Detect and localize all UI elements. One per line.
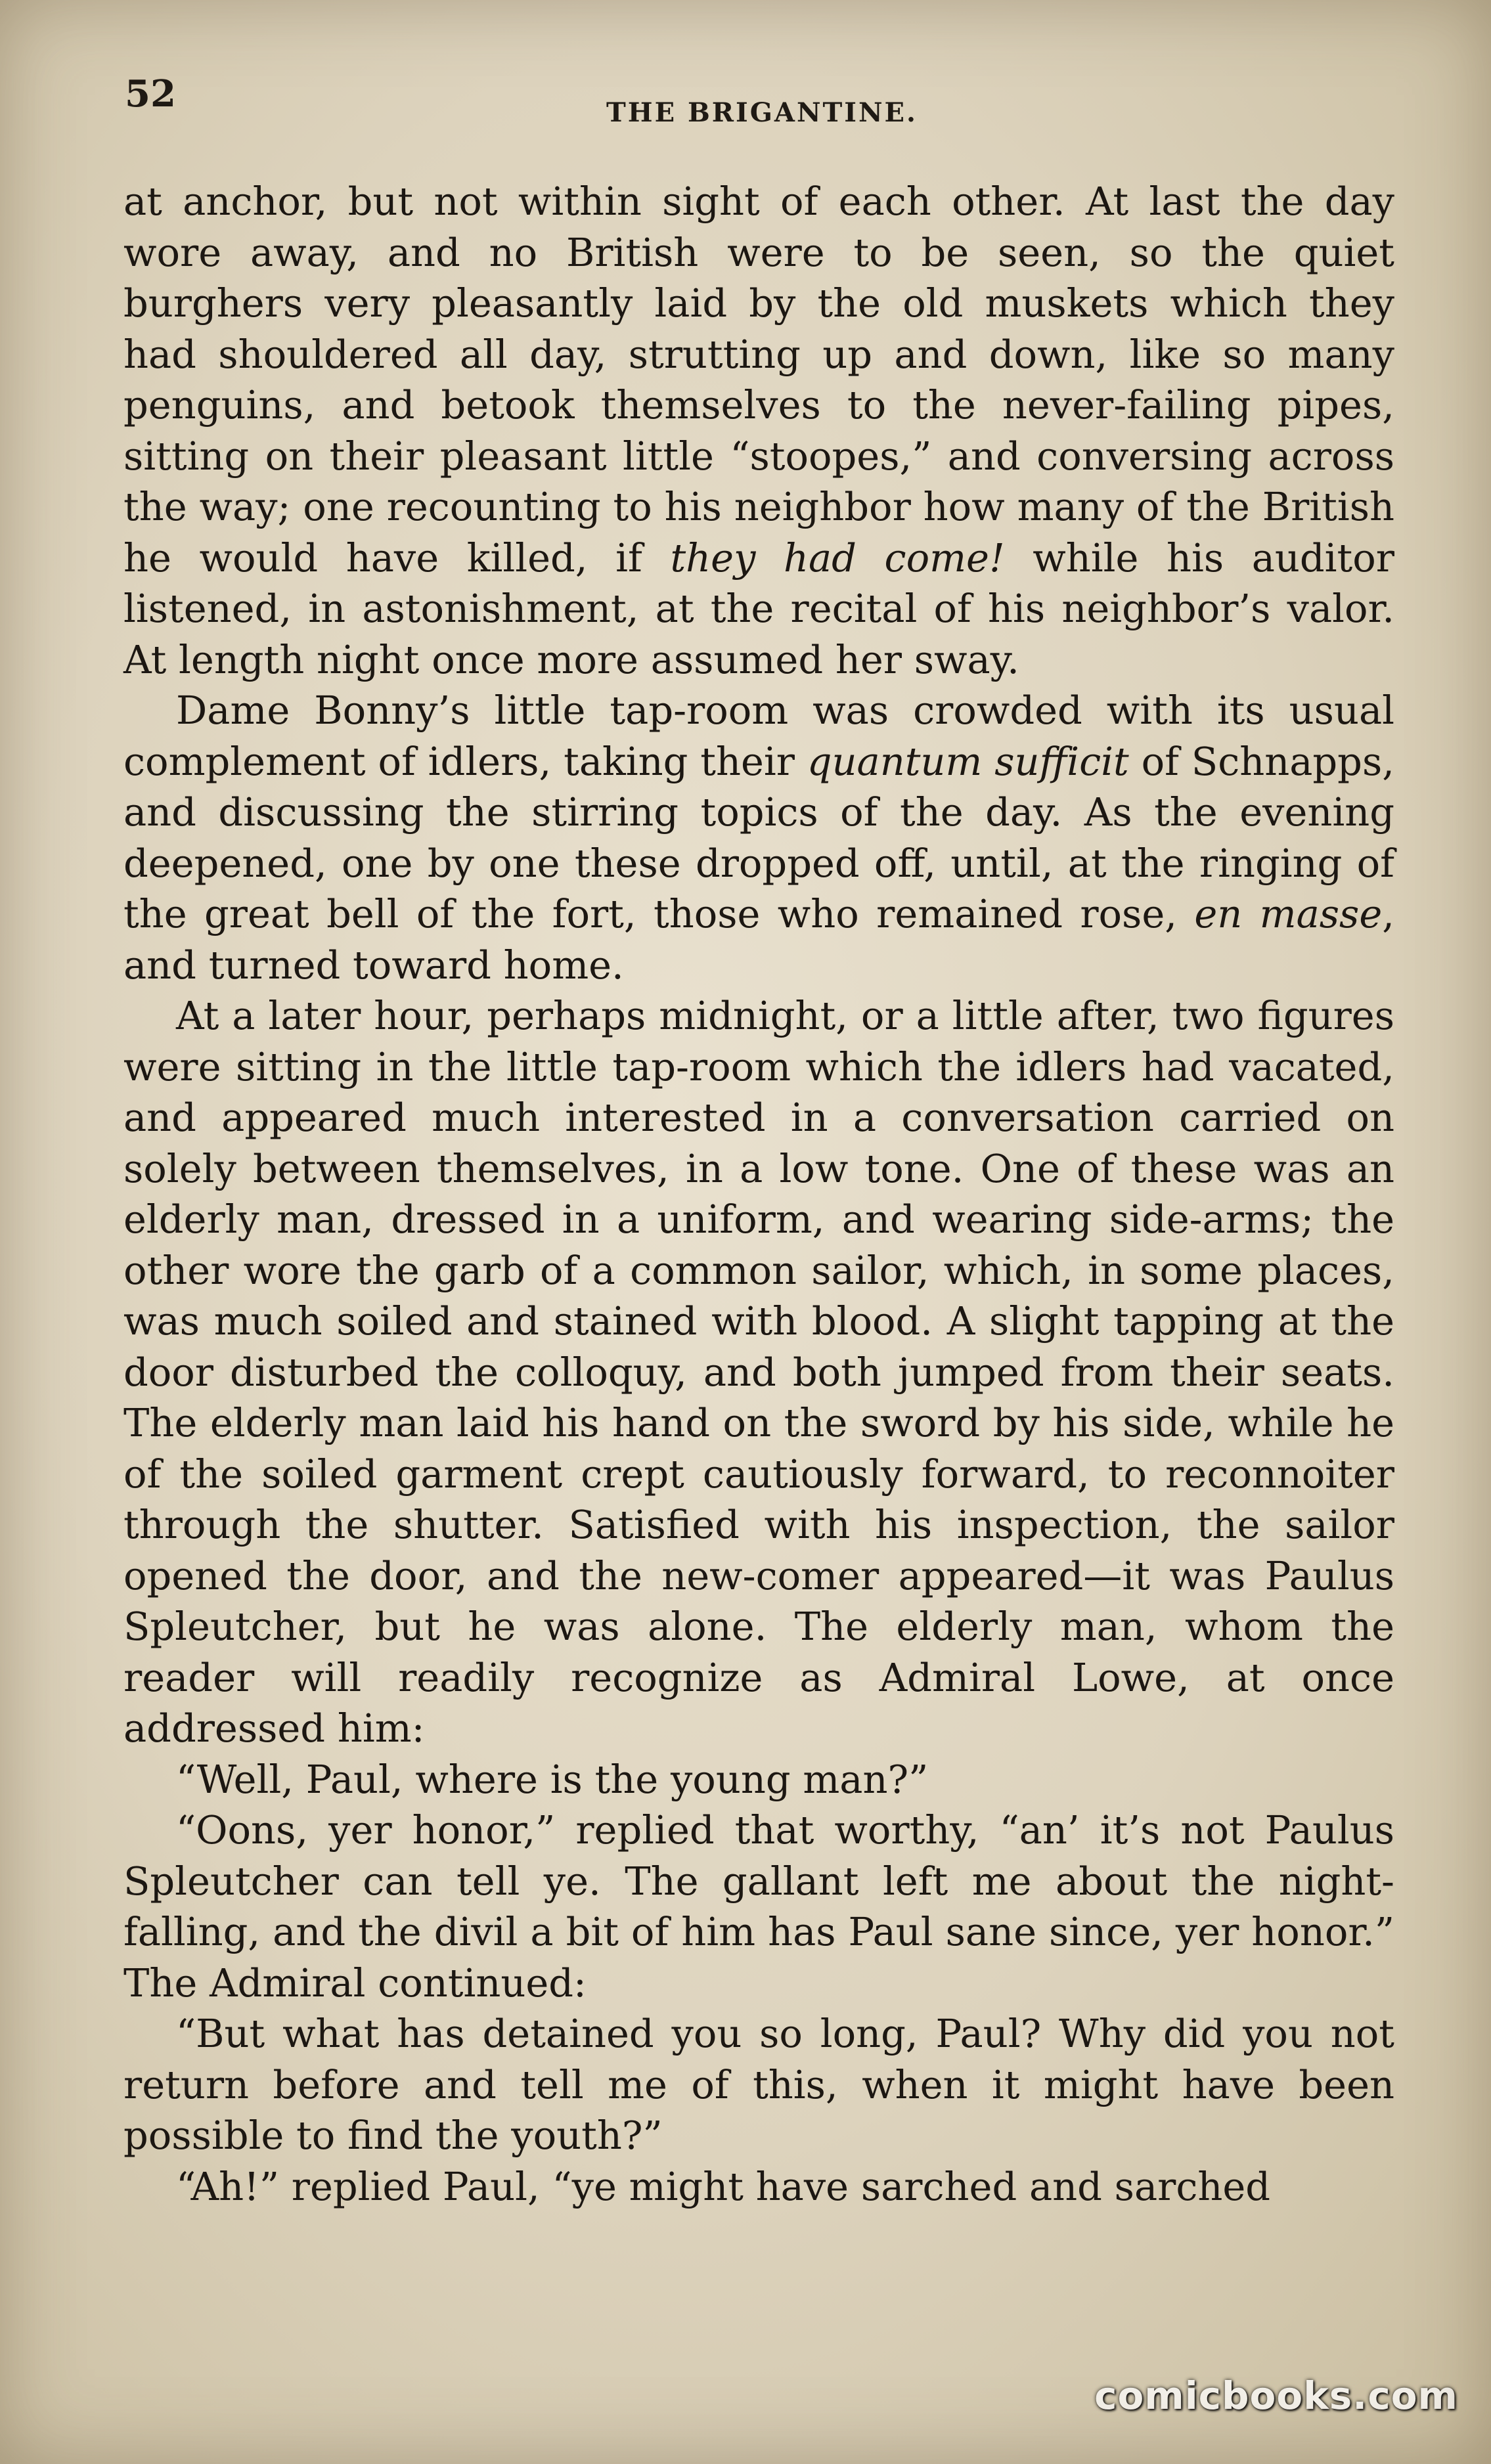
text-run: “Oons, yer honor,” replied that worthy, “an’ it’s not Paulus Spleutcher can tell ye. The gallant left me about the night-falling, and the divil a bit of him has Paul sane since, yer honor.” The Admiral continued: bbox=[123, 1807, 1394, 2006]
paragraph bbox=[123, 685, 1394, 990]
italic-text: quantum sufficit bbox=[807, 738, 1129, 784]
paragraph bbox=[123, 176, 1394, 685]
paragraph bbox=[123, 990, 1394, 1754]
paragraph bbox=[123, 2161, 1394, 2212]
italic-text: en masse bbox=[1194, 891, 1383, 936]
page-header bbox=[125, 72, 1399, 128]
text-run: at anchor, but not within sight of each other. At last the day wore away, and no British were to be seen, so the quiet burghers very pleasantly laid by the old muskets which they had shouldered all day, strutting up and down, like so many penguins, and betook themselves to the never-failing pipes, sitting on their pleasant little “stoopes,” and conversing across the way; one recounting to his neighbor how many of the British he would have killed, if bbox=[123, 179, 1394, 581]
text-run: “But what has detained you so long, Paul? Why did you not return before and tell me of this, when it might have been possible to find the youth?” bbox=[123, 2011, 1394, 2158]
text-run: of Schnapps, and discussing the stirring topics of the day. As the evening deepened, one by one these dropped off, until, at the ringing of the great bell of the fort, those who remained rose, bbox=[123, 738, 1394, 936]
text-run: At a later hour, perhaps midnight, or a little after, two figures were sitting in the little tap-room which the idlers had vacated, and appeared much interested in a conversation carried on solely between themselves, in a low tone. One of these was an elderly man, dressed in a uniform, and wearing side-arms; the other wore the garb of a common sailor, which, in some places, was much soiled and stained with blood. A slight tapping at the door disturbed the colloquy, and both jumped from their seats. The elderly man laid his hand on the sword by his side, while he of the soiled garment crept cautiously forward, to reconnoiter through the shutter. Satisfied with his inspection, the sailor opened the door, and the new-comer appeared—it was Paulus Spleutcher, but he was alone. The elderly man, whom the reader will readily recognize as Admiral Lowe, at once addressed him: bbox=[123, 993, 1394, 1751]
text-run: “Ah!” replied Paul, “ye might have sarched and sarched bbox=[176, 2163, 1271, 2209]
text-run: while his auditor listened, in astonishment, at the recital of his neighbor’s valor. At length night once more assumed her sway. bbox=[123, 535, 1394, 682]
watermark-logo: comicbooks.com bbox=[1094, 2373, 1458, 2418]
italic-text: they had come! bbox=[670, 535, 1005, 581]
body-text bbox=[123, 176, 1394, 2212]
text-run: Dame Bonny’s little tap-room was crowded with its usual complement of idlers, taking their bbox=[123, 688, 1394, 784]
running-title: THE BRIGANTINE. bbox=[606, 97, 918, 128]
paragraph bbox=[123, 1754, 1394, 1805]
page-number: 52 bbox=[125, 72, 176, 116]
text-run: , and turned toward home. bbox=[123, 891, 1395, 988]
paragraph bbox=[123, 1805, 1394, 2008]
text-run: “Well, Paul, where is the young man?” bbox=[176, 1756, 929, 1802]
paragraph bbox=[123, 2008, 1394, 2161]
